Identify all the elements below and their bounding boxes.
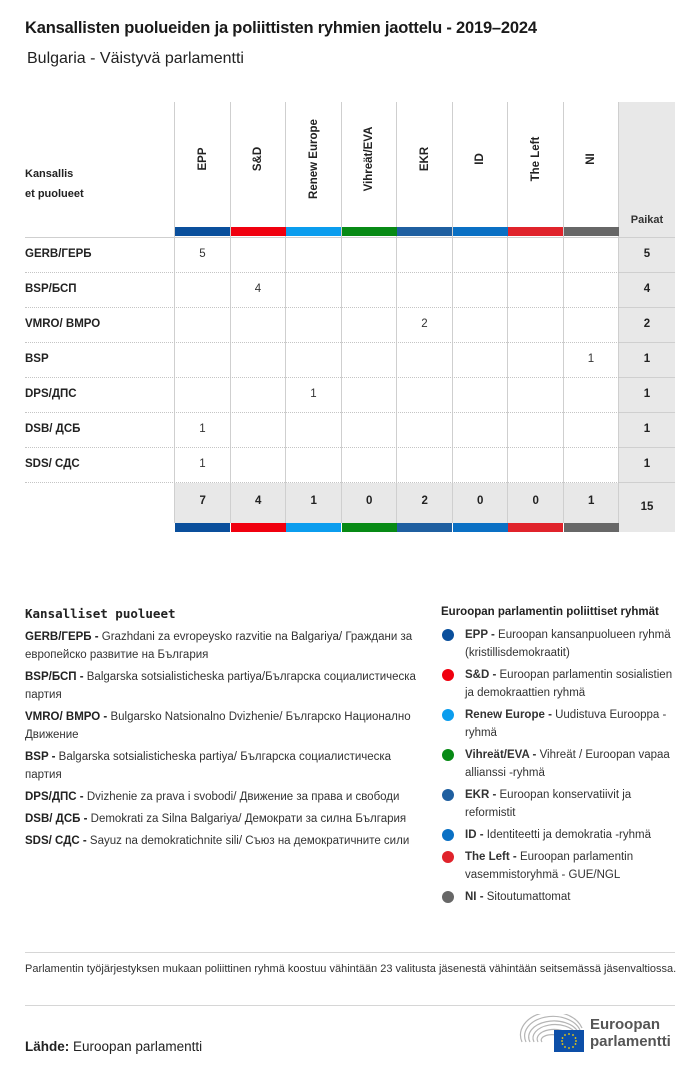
party-row-label: DSB/ ДСБ [25,423,81,435]
total-header-label: Paikat [630,214,664,226]
group-abbreviation: Vihreät/EVA - [465,749,540,761]
european-parliament-logo [518,1014,678,1054]
party-abbreviation: SDS/ СДС - [25,835,90,847]
group-full-name: Vihreät / Euroopan vapaa allianssi -ryhmä [465,749,670,779]
national-parties-legend-heading: Kansalliset puolueet [25,606,176,621]
group-color-dot-icon [442,749,454,761]
divider [25,1005,675,1006]
political-groups-legend [441,606,681,910]
party-abbreviation: GERB/ГЕРБ - [25,631,102,643]
group-color-bar [342,523,397,532]
national-parties-list [25,628,420,850]
row-divider [619,342,675,343]
group-total-cell: 2 [421,495,428,507]
group-full-name: Euroopan parlamentin sosialistien ja demokraattien ryhmä [465,669,673,699]
political-group-legend-item [441,848,681,884]
group-color-bar [286,227,341,236]
row-divider [25,412,619,413]
party-full-name: Bulgarsko Natsionalno Dvizhenie/ Българско Национално Движение [25,711,411,741]
seat-count-cell: 1 [587,353,595,365]
row-divider [619,412,675,413]
group-full-name: Euroopan kansanpuolueen ryhmä (kristillisdemokraatit) [465,629,671,659]
national-party-legend-item [25,748,420,784]
political-group-legend-item [441,888,681,906]
party-total-cell: 2 [643,318,651,330]
party-abbreviation: DPS/ДПС - [25,791,87,803]
group-color-bar [508,227,563,236]
political-group-legend-item [441,746,681,782]
national-party-legend-item [25,708,420,744]
grand-total-cell: 15 [640,501,654,513]
group-color-dot-icon [442,709,454,721]
group-color-bar [286,523,341,532]
chart-title: Kansallisten puolueiden ja poliittisten ryhmien jaottelu - 2019–2024 [25,19,537,37]
party-full-name: Balgarska sotsialisticheska partiya/Българска социалистическа партия [25,671,416,701]
national-party-legend-item [25,668,420,704]
political-groups-legend-heading: Euroopan parlamentin poliittiset ryhmät [441,606,659,618]
party-row-label: SDS/ СДС [25,458,80,470]
seat-count-cell: 4 [254,283,262,295]
group-color-bar [508,523,563,532]
column-divider [507,102,508,523]
footnote: Parlamentin työjärjestyksen mukaan poliittinen ryhmä koostuu vähintään 23 valitusta jäsenestä vähintään seitsemässä jäsenvaltiossa. [25,963,677,975]
column-divider [396,102,397,523]
row-divider [619,482,675,483]
group-header-ni: NI [585,153,598,165]
seat-count-cell: 1 [310,388,317,400]
group-abbreviation: ID - [465,829,487,841]
row-divider [619,377,675,378]
political-group-legend-item [441,826,681,844]
row-header-text: Kansallis et puolueet [25,168,84,200]
header-divider [25,237,619,238]
source-value: Euroopan parlamentti [73,1039,203,1054]
group-header-epp: EPP [196,147,209,171]
group-total-cell: 7 [199,495,206,507]
group-abbreviation: EKR - [465,789,500,801]
column-divider [341,102,342,523]
row-divider [25,307,619,308]
group-total-cell: 0 [532,495,539,507]
column-divider [563,102,564,523]
party-full-name: Grazhdani za evropeysko razvitie na Balgariya/ Граждани за европейско развитие на България [25,631,413,661]
national-party-legend-item [25,788,420,806]
group-total-cell: 0 [477,495,484,507]
group-abbreviation: EPP - [465,629,499,641]
party-full-name: Balgarska sotsialisticheska partiya/ Българска социалистическа партия [25,751,392,781]
party-full-name: Demokrati za Silna Balgariya/ Демократи за силна България [90,813,407,825]
row-divider [25,342,619,343]
divider [25,952,675,953]
chart-subtitle: Bulgaria - Väistyvä parlamentti [27,50,244,67]
logo-text [590,1016,671,1050]
row-header-label [25,164,85,204]
group-color-dot-icon [442,891,454,903]
party-total-cell: 1 [643,353,651,365]
group-full-name: Euroopan konservatiivit ja reformistit [465,789,632,819]
party-abbreviation: BSP - [25,751,59,763]
row-divider [25,272,619,273]
group-full-name: Identiteetti ja demokratia -ryhmä [486,829,652,841]
group-color-dot-icon [442,669,454,681]
hemicycle-icon [518,1014,588,1054]
party-full-name: Dvizhenie za prava i svobodi/ Движение за права и свободи [86,791,400,803]
party-row-label: BSP [25,353,49,365]
group-color-dot-icon [442,829,454,841]
group-color-bar [453,227,508,236]
group-header-renew-europe: Renew Europe [307,119,320,199]
party-total-cell: 5 [643,248,651,260]
group-header-ekr: EKR [418,146,431,172]
row-divider [25,482,619,483]
political-groups-list [441,626,681,906]
group-color-bar [175,227,230,236]
group-color-dot-icon [442,789,454,801]
group-color-dot-icon [442,629,454,641]
political-group-legend-item [441,786,681,822]
group-color-bar [231,523,286,532]
group-header-s-d: S&D [252,146,265,172]
group-color-dot-icon [442,851,454,863]
party-total-cell: 1 [643,388,651,400]
column-divider [230,102,231,523]
group-total-cell: 0 [366,495,373,507]
party-abbreviation: DSB/ ДСБ - [25,813,91,825]
row-divider [25,377,619,378]
logo-line-1: Euroopan [590,1016,660,1033]
party-row-label: DPS/ДПС [25,388,77,400]
row-divider [619,447,675,448]
group-color-bar [175,523,230,532]
group-color-bar [397,523,452,532]
group-full-name: Sitoutumattomat [486,891,571,903]
group-color-bar [564,523,619,532]
group-total-cell: 1 [310,495,317,507]
party-row-label: GERB/ГЕРБ [25,248,92,260]
national-party-legend-item [25,810,420,828]
party-abbreviation: BSP/БСП - [25,671,87,683]
group-abbreviation: S&D - [465,669,500,681]
group-abbreviation: NI - [465,891,487,903]
group-total-cell: 1 [588,495,595,507]
party-full-name: Sayuz na demokratichnite sili/ Съюз на демократичните сили [89,835,410,847]
group-header-the-left: The Left [529,136,542,182]
group-header-vihre-t-eva: Vihreät/EVA [363,126,376,192]
logo-line-2: parlamentti [590,1033,671,1050]
column-divider [452,102,453,523]
seat-count-cell: 5 [199,248,206,260]
national-party-legend-item [25,832,420,850]
group-abbreviation: The Left - [465,851,520,863]
row-divider [25,447,619,448]
party-row-label: BSP/БСП [25,283,77,295]
source-label: Lähde: [25,1039,70,1054]
column-divider [285,102,286,523]
row-divider [619,272,675,273]
seat-count-cell: 1 [199,458,206,470]
group-color-bar [397,227,452,236]
group-color-bar [342,227,397,236]
source-line [25,1039,202,1054]
party-row-label: VMRO/ ВМРО [25,318,101,330]
party-abbreviation: VMRO/ ВМРО - [25,711,111,723]
group-abbreviation: Renew Europe - [465,709,556,721]
group-color-bar [564,227,619,236]
group-full-name: Euroopan parlamentin vasemmistoryhmä - GUE/NGL [465,851,634,881]
political-group-legend-item [441,626,681,662]
row-divider [619,307,675,308]
group-total-cell: 4 [255,495,262,507]
national-parties-legend [25,606,420,854]
seat-count-cell: 2 [421,318,428,330]
party-total-cell: 1 [643,458,651,470]
group-color-bar [453,523,508,532]
seat-count-cell: 1 [199,423,206,435]
group-color-bar [231,227,286,236]
national-party-legend-item [25,628,420,664]
group-full-name: Uudistuva Eurooppa -ryhmä [465,709,667,739]
party-total-cell: 4 [643,283,651,295]
political-group-legend-item [441,666,681,702]
group-header-id: ID [474,153,487,165]
party-total-cell: 1 [643,423,651,435]
political-group-legend-item [441,706,681,742]
header-divider [619,237,675,238]
